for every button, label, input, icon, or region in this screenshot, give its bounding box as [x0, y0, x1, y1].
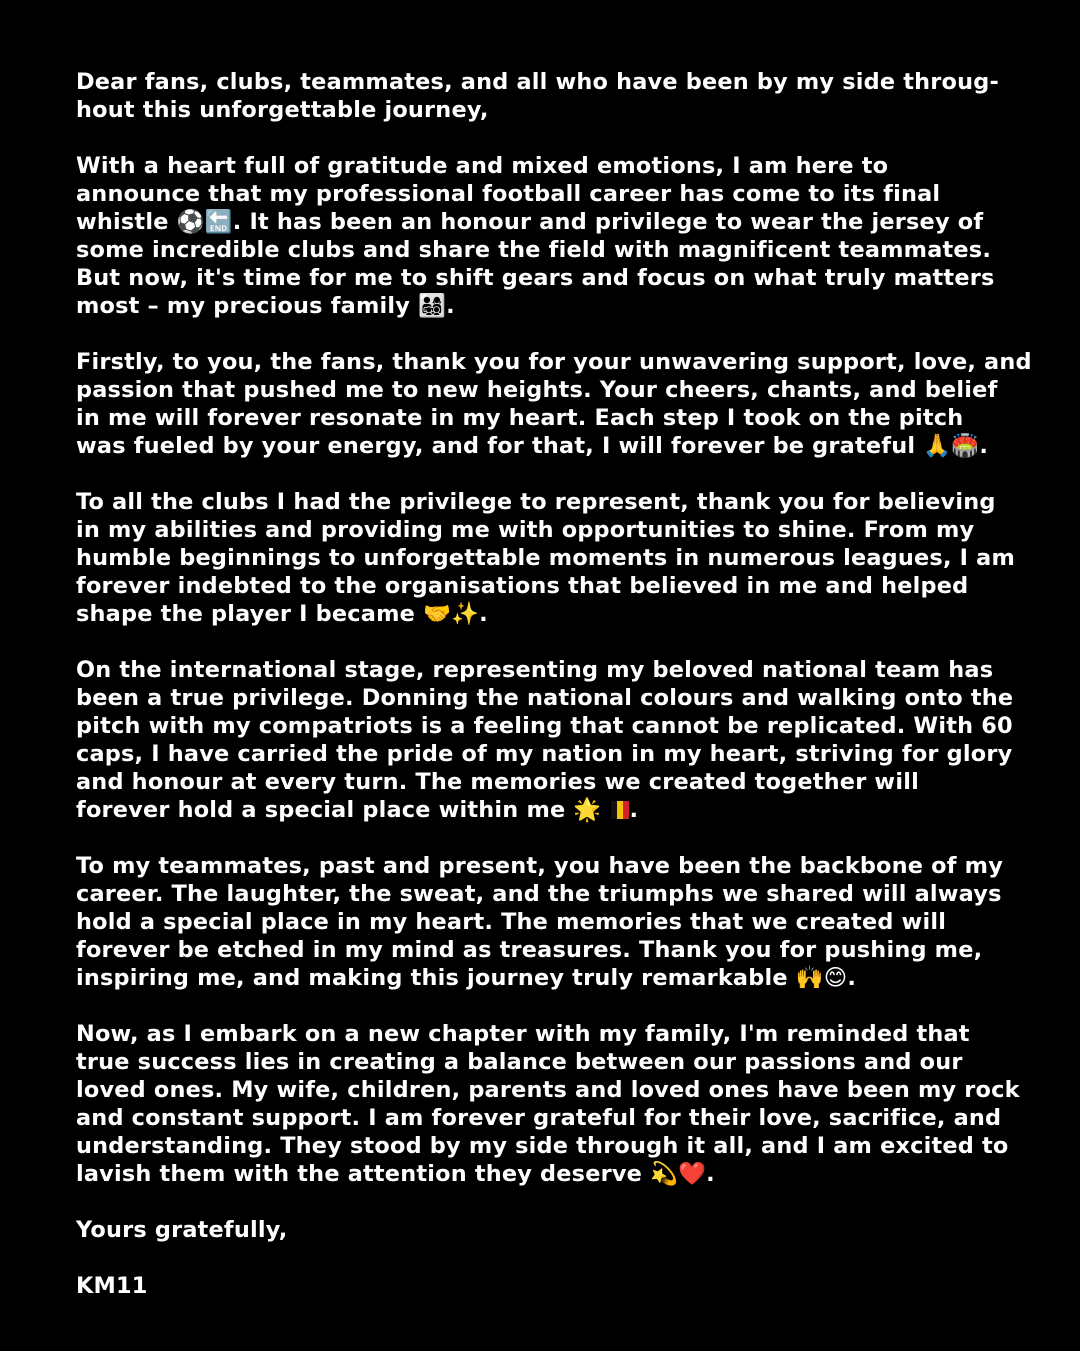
text-line: was fueled by your energy, and for that, I will forever be grateful 🙏🏟️.: [76, 433, 989, 459]
text-line: announce that my professional football career has come to its final: [76, 181, 941, 207]
announcement-paragraph: [76, 152, 1038, 320]
text-line: But now, it's time for me to shift gears and focus on what truly matters: [76, 265, 995, 291]
text-line: Dear fans, clubs, teammates, and all who have been by my side throug-: [76, 69, 999, 95]
belgium-flag-icon: [611, 801, 629, 819]
text-line: and honour at every turn. The memories we created together will: [76, 769, 919, 795]
text-line: in my abilities and providing me with opportunities to shine. From my: [76, 517, 975, 543]
fans-paragraph: [76, 348, 1038, 460]
line-end-punctuation: .: [629, 797, 639, 823]
signature-text: KM11: [76, 1273, 148, 1299]
teammates-paragraph: [76, 852, 1038, 992]
text-line: Now, as I embark on a new chapter with my family, I'm reminded that: [76, 1021, 970, 1047]
text-line: lavish them with the attention they deserve 💫❤️.: [76, 1161, 715, 1187]
text-line: in me will forever resonate in my heart. Each step I took on the pitch: [76, 405, 964, 431]
text-line: and constant support. I am forever grateful for their love, sacrifice, and: [76, 1105, 1002, 1131]
text-line: Firstly, to you, the fans, thank you for your unwavering support, love, and: [76, 349, 1032, 375]
closing-text: Yours gratefully,: [76, 1217, 288, 1243]
national-team-paragraph: [76, 656, 1038, 824]
text-line: humble beginnings to unforgettable moments in numerous leagues, I am: [76, 545, 1016, 571]
text-line: passion that pushed me to new heights. Your cheers, chants, and belief: [76, 377, 998, 403]
text-line: hout this unforgettable journey,: [76, 97, 489, 123]
text-line: To all the clubs I had the privilege to represent, thank you for believing: [76, 489, 996, 515]
clubs-paragraph: [76, 488, 1038, 628]
greeting-paragraph: [76, 68, 1038, 124]
text-line: been a true privilege. Donning the national colours and walking onto the: [76, 685, 1014, 711]
family-paragraph: [76, 1020, 1038, 1188]
signature-paragraph: [76, 1272, 1038, 1300]
closing-paragraph: [76, 1216, 1038, 1244]
text-line: forever be etched in my mind as treasures. Thank you for pushing me,: [76, 937, 983, 963]
text-line: whistle ⚽🔚. It has been an honour and privilege to wear the jersey of: [76, 209, 984, 235]
text-line: To my teammates, past and present, you have been the backbone of my: [76, 853, 1004, 879]
text-line: understanding. They stood by my side through it all, and I am excited to: [76, 1133, 1009, 1159]
text-line: forever indebted to the organisations that believed in me and helped: [76, 573, 969, 599]
text-line-with-flag: [76, 796, 1038, 824]
text-line: inspiring me, and making this journey truly remarkable 🙌😊.: [76, 965, 857, 991]
text-line: shape the player I became 🤝✨.: [76, 601, 488, 627]
text-line: On the international stage, representing my beloved national team has: [76, 657, 994, 683]
text-line: caps, I have carried the pride of my nation in my heart, striving for glory: [76, 741, 1013, 767]
text-line: pitch with my compatriots is a feeling that cannot be replicated. With 60: [76, 713, 1013, 739]
text-line: hold a special place in my heart. The memories that we created will: [76, 909, 947, 935]
text-line: true success lies in creating a balance between our passions and our: [76, 1049, 963, 1075]
text-line: most – my precious family 👨‍👩‍👧‍👦.: [76, 293, 455, 319]
text-line: loved ones. My wife, children, parents and loved ones have been my rock: [76, 1077, 1020, 1103]
text-line: career. The laughter, the sweat, and the triumphs we shared will always: [76, 881, 1002, 907]
text-line: With a heart full of gratitude and mixed emotions, I am here to: [76, 153, 889, 179]
text-line: some incredible clubs and share the field with magnificent teammates.: [76, 237, 992, 263]
text-line: forever hold a special place within me 🌟: [76, 797, 602, 823]
retirement-letter: [76, 68, 1038, 1300]
